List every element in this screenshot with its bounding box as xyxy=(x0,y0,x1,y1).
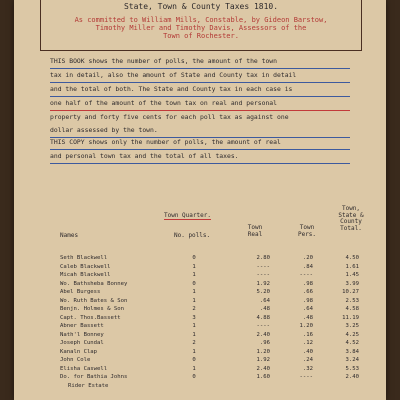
group-header xyxy=(164,213,211,220)
cell-real: .96 xyxy=(259,340,270,346)
cell-total: 4.50 xyxy=(345,255,359,261)
cell-polls: 1 xyxy=(192,263,196,270)
cell-real: 1.92 xyxy=(256,280,270,287)
header-note-line-3: Town of Rochester. xyxy=(163,32,239,40)
cell-real: ---- xyxy=(256,272,270,278)
cell-total: 3.99 xyxy=(345,280,359,287)
cell-polls: 2 xyxy=(192,306,196,312)
total-header: Town, State & County Total. xyxy=(338,205,364,232)
cell-polls: 1 xyxy=(192,289,196,295)
cell-pers: ---- xyxy=(299,272,313,278)
cell-total: 10.27 xyxy=(342,289,359,295)
cell-pers: ---- xyxy=(299,374,313,380)
cell-polls: 0 xyxy=(192,280,196,287)
cell-pers: .64 xyxy=(302,306,313,312)
cell-name: Nath'l Bonney xyxy=(60,331,104,338)
cell-pers: .66 xyxy=(302,289,313,295)
cell-pers: .32 xyxy=(302,365,313,372)
cell-real: 1.20 xyxy=(256,348,270,355)
cell-polls: 1 xyxy=(192,365,196,372)
cell-total: 1.45 xyxy=(345,272,359,278)
cell-total: 4.25 xyxy=(345,331,359,338)
cell-pers: 1.20 xyxy=(299,323,313,329)
cell-pers: .20 xyxy=(302,255,313,261)
cell-polls: 1 xyxy=(192,272,196,278)
cell-real: ---- xyxy=(256,263,270,270)
table-row xyxy=(60,254,360,262)
copy-line: and personal town tax and the total of all taxes. xyxy=(50,150,350,164)
table-row xyxy=(60,305,360,313)
intro-line: one half of the amount of the town tax on real and personal xyxy=(50,97,350,111)
table-row xyxy=(60,271,360,279)
cell-name: Wo. Bathsheba Bonney xyxy=(60,280,128,287)
cell-pers: .98 xyxy=(302,280,313,287)
cell-polls: 1 xyxy=(192,297,196,304)
cell-real: 4.88 xyxy=(256,314,270,321)
cell-pers: .48 xyxy=(302,314,313,321)
cell-total: 2.53 xyxy=(345,297,359,304)
cell-name: Abner Bassett xyxy=(60,323,104,329)
cell-name: Rider Estate xyxy=(68,382,109,389)
table-row xyxy=(60,339,360,347)
cell-real: .64 xyxy=(259,297,270,304)
cell-polls: 3 xyxy=(192,314,196,321)
cell-pers: .40 xyxy=(302,348,313,355)
table-row xyxy=(60,373,360,381)
table-row xyxy=(60,382,360,390)
cell-polls: 0 xyxy=(192,357,196,363)
cell-pers: .16 xyxy=(302,331,313,338)
header-note-line-2: Timothy Miller and Timothy Davis, Assessors of the xyxy=(95,24,307,32)
cell-name: Seth Blackwell xyxy=(60,255,108,261)
table-row xyxy=(60,314,360,322)
cell-real: 2.40 xyxy=(256,365,270,372)
intro-paragraph xyxy=(50,55,350,138)
cell-name: Abel Burgess xyxy=(60,289,101,295)
table-row xyxy=(60,322,360,330)
cell-name: Joseph Cundal xyxy=(60,340,104,346)
table-row xyxy=(60,365,360,373)
cell-name: Capt. Thos.Bassett xyxy=(60,314,121,321)
cell-pers: .12 xyxy=(302,340,313,346)
cell-total: 4.52 xyxy=(345,340,359,346)
cell-real: 1.92 xyxy=(256,357,270,363)
copy-line: THIS COPY shows only the number of polls, the amount of real xyxy=(50,136,350,150)
cell-real: ---- xyxy=(256,323,270,329)
table-row xyxy=(60,348,360,356)
cell-real: 1.60 xyxy=(256,374,270,380)
table-row xyxy=(60,280,360,288)
polls-header: No. polls. xyxy=(174,232,211,239)
real-header: Town Real xyxy=(247,224,263,238)
intro-line: THIS BOOK shows the number of polls, the amount of the town xyxy=(50,55,350,69)
document-page xyxy=(14,0,386,400)
cell-pers: .98 xyxy=(302,297,313,304)
intro-line: tax in detail, also the amount of State and County tax in detail xyxy=(50,69,350,83)
cell-name: Micah Blackwell xyxy=(60,272,111,278)
cell-name: Kanaln Clap xyxy=(60,348,98,355)
header-box xyxy=(40,0,362,51)
table-row xyxy=(60,356,360,364)
cell-total: 3.25 xyxy=(345,323,359,329)
cell-total: 11.19 xyxy=(342,314,359,321)
cell-real: 2.40 xyxy=(256,331,270,338)
header-note-line-1: As committed to William Mills, Constable, by Gideon Barstow, xyxy=(74,16,328,24)
cell-polls: 2 xyxy=(192,340,196,346)
cell-total: 3.84 xyxy=(345,348,359,355)
table-row xyxy=(60,297,360,305)
cell-name: Wo. Ruth Bates & Son xyxy=(60,297,128,304)
cell-polls: 0 xyxy=(192,374,196,380)
table-row xyxy=(60,288,360,296)
cell-total: 5.53 xyxy=(345,365,359,372)
cell-total: 1.61 xyxy=(345,263,359,270)
group-header-text: Town Quarter. xyxy=(164,212,211,219)
cell-polls: 1 xyxy=(192,331,196,338)
cell-real: 2.80 xyxy=(256,255,270,261)
cell-name: Do. for Bathia Johns xyxy=(60,374,128,380)
cell-name: Caleb Blackwell xyxy=(60,263,111,270)
cell-name: Elisha Caswell xyxy=(60,365,108,372)
intro-line: and the total of both. The State and County tax in each case is xyxy=(50,83,350,97)
cell-real: 5.20 xyxy=(256,289,270,295)
cell-total: 4.58 xyxy=(345,306,359,312)
table-row xyxy=(60,331,360,339)
cell-polls: 0 xyxy=(192,255,196,261)
cell-real: .48 xyxy=(259,306,270,312)
cell-name: John Cole xyxy=(60,357,91,363)
cell-polls: 1 xyxy=(192,323,196,329)
names-header: Names xyxy=(60,232,79,239)
cell-pers: .24 xyxy=(302,357,313,363)
cell-name: Benjn. Holmes & Son xyxy=(60,306,124,312)
intro-line: property and forty five cents for each poll tax as against one xyxy=(50,113,289,121)
cell-total: 2.40 xyxy=(345,374,359,380)
cell-pers: .84 xyxy=(302,263,313,270)
header-title: State, Town & County Taxes 1810. xyxy=(123,2,279,11)
table-row xyxy=(60,263,360,271)
intro-line: dollar assessed by the town. xyxy=(50,124,350,138)
pers-header: Town Pers. xyxy=(297,224,317,238)
cell-polls: 1 xyxy=(192,348,196,355)
copy-paragraph xyxy=(50,136,350,164)
cell-total: 3.24 xyxy=(345,357,359,363)
